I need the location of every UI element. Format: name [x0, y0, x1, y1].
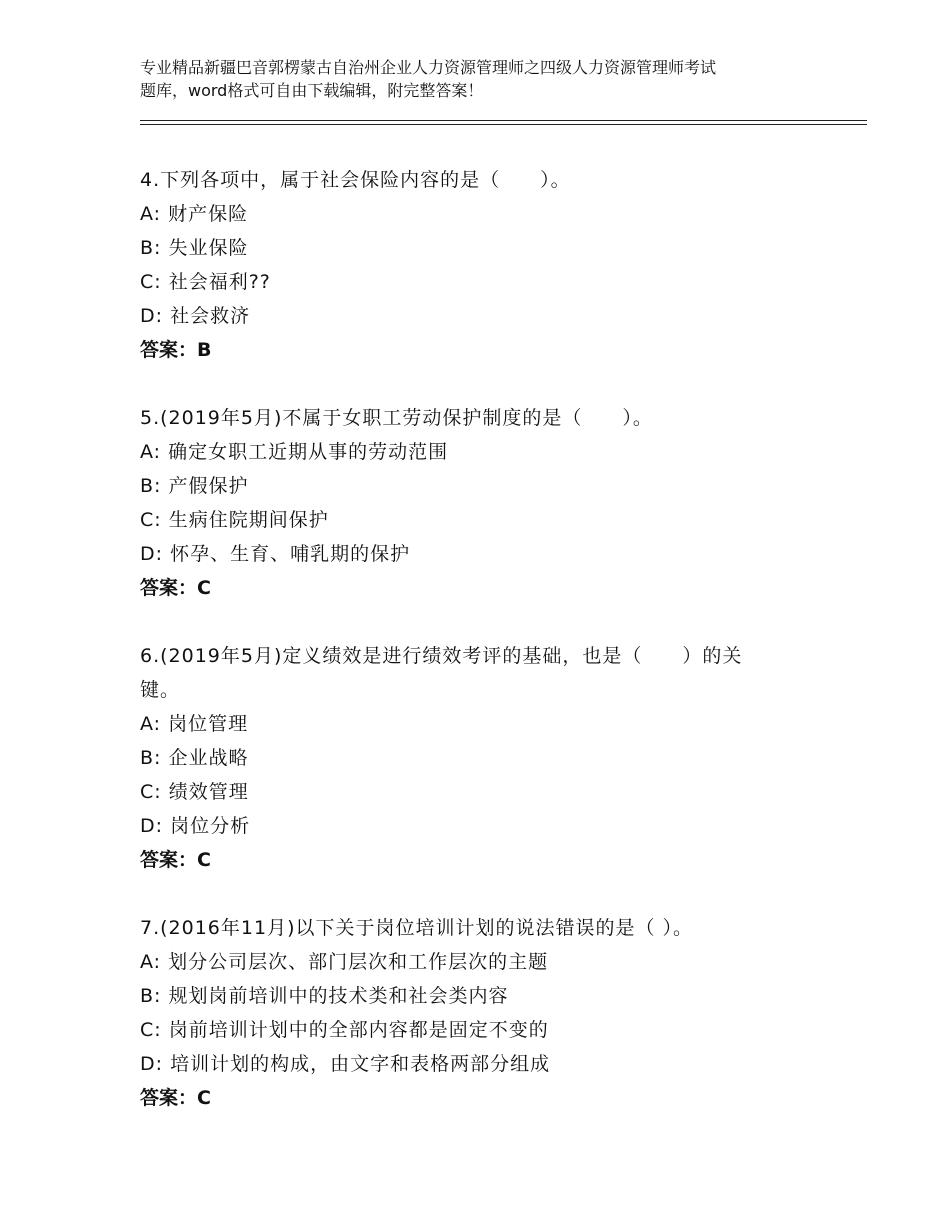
option-b: B: 企业战略 [140, 747, 249, 769]
question-stem: 4.下列各项中，属于社会保险内容的是（ ）。 [140, 169, 571, 191]
answer: 答案：C [140, 849, 211, 871]
option-c: C: 绩效管理 [140, 781, 249, 803]
option-a: A: 岗位管理 [140, 713, 249, 735]
option-c: C: 岗前培训计划中的全部内容都是固定不变的 [140, 1019, 549, 1041]
option-b: B: 规划岗前培训中的技术类和社会类内容 [140, 985, 509, 1007]
question-stem-continued: 键。 [140, 679, 181, 701]
answer: 答案：B [140, 339, 212, 361]
option-b: B: 产假保护 [140, 475, 249, 497]
question-list [140, 163, 840, 1149]
option-d: D: 社会救济 [140, 305, 251, 327]
option-a: A: 确定女职工近期从事的劳动范围 [140, 441, 449, 463]
header-line-2: 题库，word格式可自由下载编辑，附完整答案！ [140, 81, 484, 100]
option-d: D: 培训计划的构成，由文字和表格两部分组成 [140, 1053, 551, 1075]
option-c: C: 生病住院期间保护 [140, 509, 329, 531]
question-stem: 7.(2016年11月)以下关于岗位培训计划的说法错误的是（ ）。 [140, 917, 694, 939]
header-line-1: 专业精品新疆巴音郭楞蒙古自治州企业人力资源管理师之四级人力资源管理师考试 [140, 58, 717, 77]
header-divider [140, 120, 867, 125]
option-b: B: 失业保险 [140, 237, 249, 259]
option-d: D: 怀孕、生育、哺乳期的保护 [140, 543, 411, 565]
answer: 答案：C [140, 577, 211, 599]
question-stem: 5.(2019年5月)不属于女职工劳动保护制度的是（ ）。 [140, 407, 653, 429]
question-5 [140, 401, 840, 605]
option-a: A: 财产保险 [140, 203, 249, 225]
option-d: D: 岗位分析 [140, 815, 251, 837]
question-6 [140, 639, 840, 877]
option-c: C: 社会福利?? [140, 271, 271, 293]
question-4 [140, 163, 840, 367]
answer: 答案：C [140, 1087, 211, 1109]
question-7 [140, 911, 840, 1115]
option-a: A: 划分公司层次、部门层次和工作层次的主题 [140, 951, 549, 973]
question-stem: 6.(2019年5月)定义绩效是进行绩效考评的基础，也是（ ）的关 [140, 645, 743, 667]
page-header [140, 56, 840, 102]
